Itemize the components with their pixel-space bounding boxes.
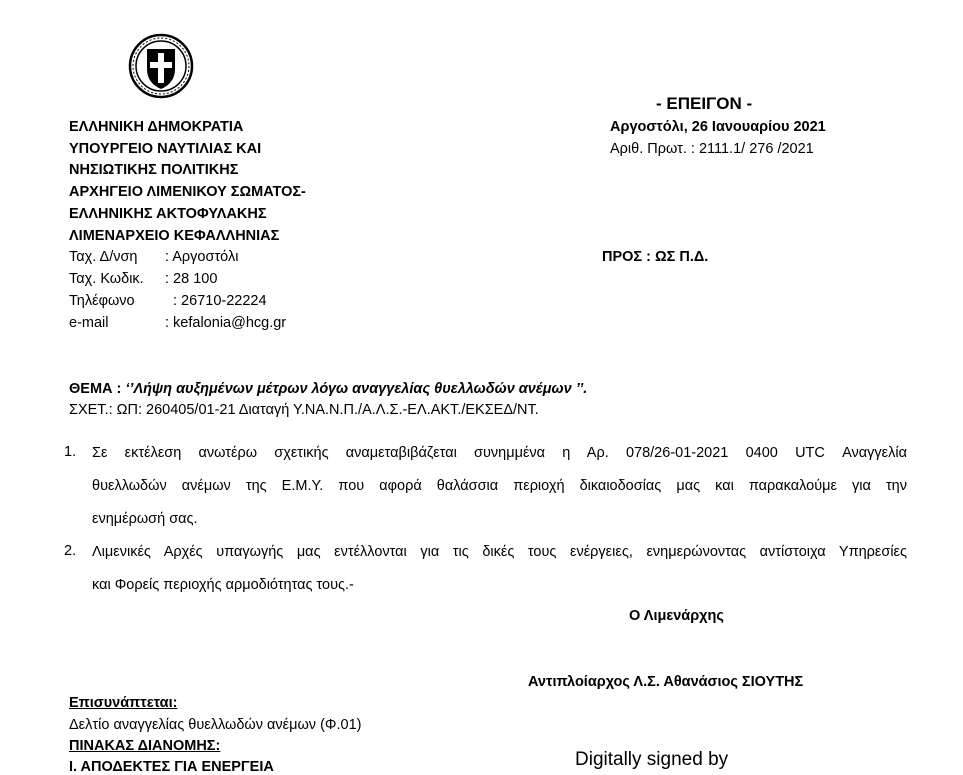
paragraph-2-line: και Φορείς περιοχής αρμοδιότητας τους.- (92, 577, 354, 593)
contact-row-phone (69, 293, 267, 309)
subject-label: ΘΕΜΑ : (69, 381, 122, 397)
signatory-name: Αντιπλοίαρχος Λ.Σ. Αθανάσιος ΣΙΟΥΤΗΣ (528, 674, 804, 690)
sender-line: ΕΛΛΗΝΙΚΗΣ ΑΚΤΟΦΥΛΑΚΗΣ (69, 206, 267, 222)
contact-row-address (69, 249, 238, 265)
sender-line: ΑΡΧΗΓΕΙΟ ΛΙΜΕΝΙΚΟΥ ΣΩΜΑΤΟΣ- (69, 184, 306, 200)
distribution-heading-text: ΠΙΝΑΚΑΣ ΔΙΑΝΟΜΗΣ: (69, 738, 221, 754)
subject-text: ‘’Λήψη αυξημένων μέτρων λόγω αναγγελίας θυελλωδών ανέμων ’’. (125, 381, 588, 397)
sender-line: ΛΙΜΕΝΑΡΧΕΙΟ ΚΕΦΑΛΛΗΝΙΑΣ (69, 228, 280, 244)
contact-email-link[interactable]: : kefalonia@hcg.gr (165, 315, 287, 331)
document-date: Αργοστόλι, 26 Ιανουαρίου 2021 (610, 119, 826, 135)
attachments-heading (69, 695, 177, 711)
contact-label: Ταχ. Δ/νση (69, 249, 138, 265)
signatory-role: Ο Λιμενάρχης (629, 608, 724, 624)
paragraph-1-line: ενημέρωσή σας. (92, 511, 198, 527)
paragraph-2-line: Λιμενικές Αρχές υπαγωγής μας εντέλλονται για τις δικές τους ενέργειες, ενημερώνοντας αντίστοιχα Υπηρεσίες (92, 544, 907, 560)
paragraph-1-line: θυελλωδών ανέμων της Ε.Μ.Υ. που αφορά θαλάσσια περιοχή δικαιοδοσίας μας και παρακαλούμε για την (92, 478, 907, 494)
protocol-number: Αριθ. Πρωτ. : 2111.1/ 276 /2021 (610, 141, 814, 157)
paragraph-1-line: Σε εκτέλεση ανωτέρω σχετικής αναμεταβιβάζεται συνημμένα η Αρ. 078/26-01-2021 0400 UTC Αναγγελία (92, 445, 907, 461)
sender-line: ΥΠΟΥΡΓΕΙΟ ΝΑΥΤΙΛΙΑΣ ΚΑΙ (69, 141, 262, 157)
contact-value: : Αργοστόλι (165, 249, 239, 265)
digital-signature-label: Digitally signed by (575, 749, 729, 770)
paragraph-number: 1. (64, 444, 77, 460)
subject-reference: ΣΧΕΤ.: ΩΠ: 260405/01-21 Διαταγή Υ.ΝΑ.Ν.Π./Α.Λ.Σ.-ΕΛ.ΑΚΤ./ΕΚΣΕΔ/ΝΤ. (69, 402, 539, 418)
contact-label: Ταχ. Κωδικ. (69, 271, 144, 287)
greek-coat-of-arms-emblem (128, 33, 194, 99)
distribution-section: Ι. ΑΠΟΔΕΚΤΕΣ ΓΙΑ ΕΝΕΡΓΕΙΑ (69, 759, 274, 775)
attachment-item: Δελτίο αναγγελίας θυελλωδών ανέμων (Φ.01) (69, 717, 362, 733)
distribution-heading (69, 738, 220, 754)
attachments-heading-text: Επισυνάπτεται: (69, 695, 178, 711)
contact-row-email (69, 315, 286, 331)
recipient-label: ΠΡΟΣ : ΩΣ Π.Δ. (602, 249, 709, 265)
sender-line: ΝΗΣΙΩΤΙΚΗΣ ΠΟΛΙΤΙΚΗΣ (69, 162, 239, 178)
sender-line: ΕΛΛΗΝΙΚΗ ΔΗΜΟΚΡΑΤΙΑ (69, 119, 244, 135)
contact-label: e-mail (69, 315, 109, 331)
priority-label: - ΕΠΕΙΓΟΝ - (656, 94, 753, 113)
contact-value: : 26710-22224 (173, 293, 267, 309)
subject-line (69, 381, 587, 397)
contact-label: Τηλέφωνο (69, 293, 135, 309)
contact-row-postcode (69, 271, 217, 287)
paragraph-number: 2. (64, 543, 77, 559)
contact-value: : 28 100 (165, 271, 218, 287)
